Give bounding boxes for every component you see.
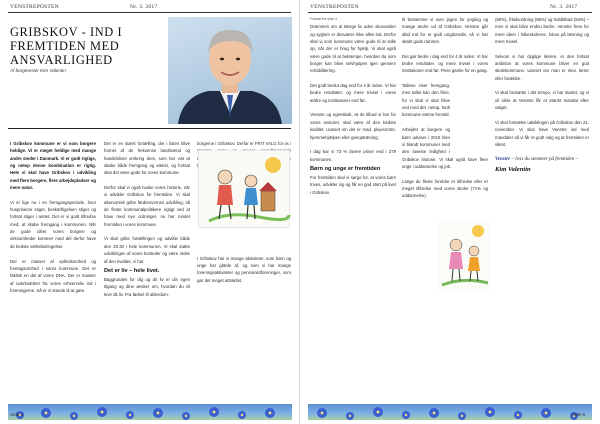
header-rule: [308, 12, 592, 13]
author-portrait: [168, 17, 292, 124]
body-paragraph: borgerne i Gribskov. Derfor er FRIT VALG for os i: [197, 141, 291, 146]
continued-note: Fortsat fra side 4: [310, 17, 337, 21]
children-drawing-image: [438, 221, 490, 291]
article-column-6: [495, 16, 589, 396]
subheading: Børn og unge er fremtiden: [310, 165, 381, 172]
drawing-spacer: [450, 82, 488, 152]
running-head-issue: Nr. 3. 2017: [130, 4, 158, 10]
article-column-2: [104, 140, 190, 402]
body-paragraph: Tallene viser fremgang, men tallet kan den flere, for vi skal vi skal blive ved med det, netop, fordi kommune værne fremtid.: [402, 83, 450, 118]
body-paragraph: Derfor skal vi også huske vores historie, når vi udvikler Gribskov for fremtiden. Vi skal økonomisk gribe fædreovernes udvikling, så de fleste kommunalpolitikere rigtigt ved at have med nye ordninger, nu har rundet fremtiden i vores kommune.: [104, 185, 190, 227]
body-paragraph: Selvom vi har dygtige lærere, er den fortsat ambition at vores kommune bliver en god skolekommune. Uanset om man er elev, lærer eller forældre.: [495, 53, 589, 81]
header-rule: [8, 12, 291, 13]
body-paragraph: Vi skal fortsætte udviklingen på Gribskov den 21. november. Vi skal have Venstre ind med mandater så vi får et godt valg og at fremtiden er sikret.: [495, 119, 589, 147]
body-paragraph: I dag har vi 73 % lavere priser end i 279 kommunen.: [310, 149, 396, 162]
party-name: Venstre: [495, 156, 511, 162]
page-number: Side 4: [10, 412, 24, 417]
body-paragraph: Det godt beslut dag end for 4 år siden. Vi har bedre resultater, og mere trivsel i vores ældre og institutioner end før.: [310, 83, 396, 103]
body-paragraph: Vi er lige nu i en fremgangsperiode, hvor huspriserne stiger, beskæftigelsen stiger og fortsat stiger i amtet. Det er vi godt tilfredse med, at skabe fremgang i kommunen. Når de gode idéer vores borgere og virksomheder kommer med del derfor have de bedste vækstbetingelser.: [10, 199, 96, 249]
article-column-1: [10, 140, 96, 402]
body-paragraph: Der er masser af opfindsomhed og foretagsomhed i vores kommune. Det er faktisk en del af vores DNA. Der er masser af iværksætteri fra vores erhvervsliv ind i foreningerne. Så er vi stande til at gøre.: [10, 258, 96, 293]
body-paragraph: I Gribskov har vi mange aktiviteter, som børn og unge har glæde af, og som vi har mange foreningsaktiviteter og pensionistforeninger, som gør det meget attraktivt.: [197, 255, 291, 283]
closing-line: [495, 156, 589, 164]
body-paragraph: til bestemme vi over pigen for yngling og mange andre ud af Gribskov. Venstre går altid ind for et godt ungdomsliv, så vi har skabt gode rammer.: [402, 17, 488, 45]
body-paragraph: Vi skal fortsætte i det tempo, vi har startet, og vi vil sikre at Venstre får et stærkt mandat efter valget.: [495, 90, 589, 111]
body-paragraph: For fremtiden skal vi sørge for, at vores børn trives, udvikler sig og får en god start på livet i Gribskov.: [310, 174, 396, 195]
body-paragraph: Baggrunden for dig og dit liv er din egen tilgang og dine ønsker om, hvordan du vil leve dit liv. Fra fødsel til alderdom.: [104, 276, 190, 297]
lead-paragraph: I Gribskov kommune er vi som borgere heldige. Vi er meget heldige med mange andre steder i Danmark. Vi er godt rigtige, og netop denne kombination er rigtig. Hele vi skal have Gribskov i udvikling med flere borgere, flere arbejdspladser og mere natur.: [10, 141, 96, 191]
body-paragraph: Arbejdet at borgere og børn udviser i 2016 blev vi blandt kommuner med den laveste ledighed i Gribskov historie. Vi skal også have flere unge i uddannelse og job.: [402, 127, 488, 169]
running-head-issue: Nr. 3. 2017: [550, 4, 578, 10]
body-rule: [8, 128, 291, 129]
body-paragraph: Det er en stærk fortælling, der i listen blive formet af de frekvense landmænd og handelslivet omkring dem, som har vist at skabe både fremgang og vækst, og fortsat skal det være gode for vores kommune.: [104, 141, 190, 176]
page-number: Side 5: [572, 412, 586, 417]
closing-text: – hvis du stemmer på fremtiden –: [510, 156, 579, 162]
body-paragraph: Det gør bedre i dag end for 4 år siden. Vi har bedre resultater, og mere trivsel i vores institutioner end før. Flere gamle for en gang.: [402, 53, 488, 74]
byline: Af borgmester Kim Valentin: [10, 68, 66, 73]
body-paragraph: Vi skal gribe fortællingen og udvikle både den 20.30 i hele kommunen. Vi skal støtte udviklingen af vores bosteder og være stolte af den kvalitet, vi har.: [104, 236, 190, 264]
body-paragraph: Lange de fleste foreldre er tilfredse eller er meget tilfredse med vores skoler (71% og uddannelse).: [402, 178, 488, 199]
article-column-4: [310, 16, 396, 396]
article-column-5: [402, 16, 488, 396]
flower-footer-image: [8, 404, 292, 420]
article-title: GRIBSKOV - IND I FREMTIDEN MED ANSVARLIGHED: [10, 25, 123, 67]
signature-name: Kim Valentin: [495, 165, 531, 173]
child-drawing-image: [198, 150, 290, 228]
body-paragraph: Venstre og egenskab, at de tilbud vi har for vores seniorer, skal være af den bedste kvalitet. Uanset om det er mad, plejecentre, hjemmehjælpen eller genoptræning.: [310, 112, 396, 140]
running-head-title: VENSTREPOSTEN: [10, 4, 59, 10]
body-paragraph: (90%), fritidsordning (85%) og hubbitbad (94%) – men vi skal blive endnu bedre. Venstre frem for mere ideer i folkeskolerne, fokus på læsning og mere trivsel.: [495, 17, 589, 45]
flower-footer-image: [308, 404, 592, 420]
running-head-title: VENSTREPOSTEN: [310, 4, 359, 10]
subheading: Det er liv – hele livet.: [104, 267, 160, 274]
body-paragraph: Drømmen om at tænge liv uden skovvarker og syglom er desværre ikke alles lod. Derfor skal vi som kommune være gode til at stille op, når der er brug for hjælp. Vi skal også være gode til at bekæmpe, hvordan du som borger kan blive selvhjulpen igen gennem rehabilitering.: [310, 24, 396, 74]
